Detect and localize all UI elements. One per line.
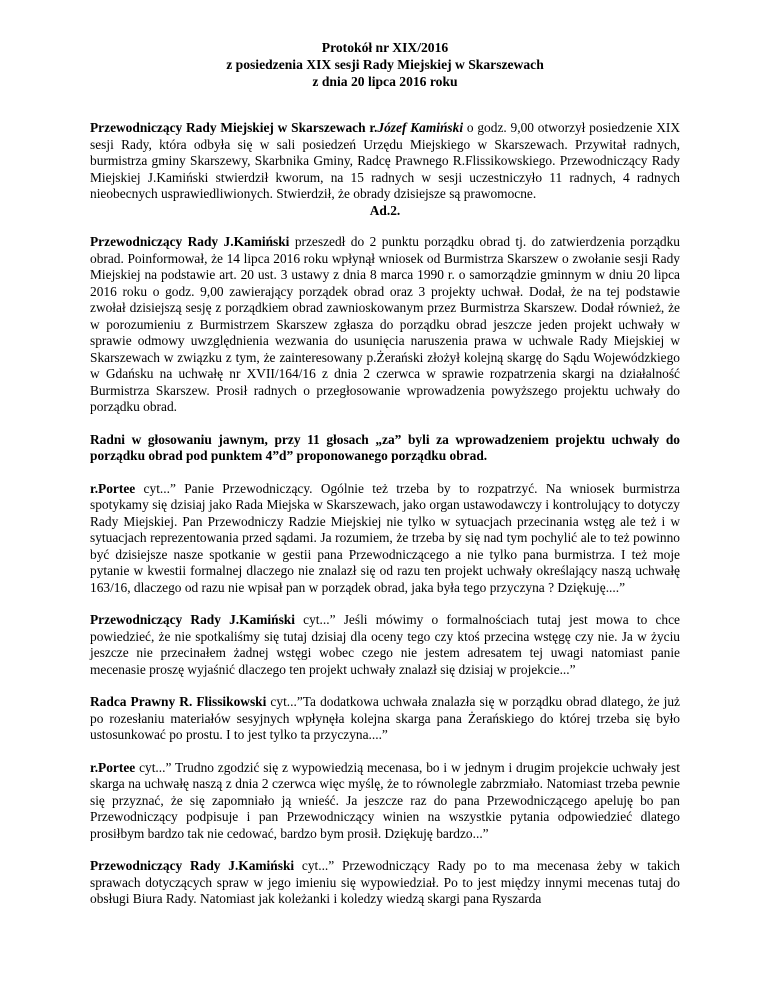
paragraph-text: cyt...” Przewodniczący Rady po to ma mecenasa żeby w takich sprawach dotyczących spraw w jego imieniu się wypowiedział. Po to jest między innymi mecenas tutaj do obsługi Biura Rady. Natomiast jak koleżanki i koledzy wiedzą skargi pana Ryszarda: [90, 858, 680, 906]
document-title: [90, 39, 680, 90]
vote-result: Radni w głosowaniu jawnym, przy 11 głosach „za” byli za wprowadzeniem projektu uchwały do porządku obrad pod punktem 4”d” proponowanego porządku obrad.: [90, 431, 680, 463]
agenda-item-heading: Ad.2.: [369, 202, 401, 218]
speaker-portee: r.Portee: [90, 480, 136, 496]
title-line-2: z posiedzenia XIX sesji Rady Miejskiej w Skarszewach: [226, 57, 544, 72]
paragraph-portee-2: [90, 760, 680, 843]
paragraph-opening: [90, 120, 680, 203]
paragraph-text: cyt...”Ta dodatkowa uchwała znalazła się w porządku obrad dlatego, że już po rozesłaniu materiałów sesyjnych wpłynęła kolejna skarga pana Żerańskiego do której trzeba się było ustosunkować po prostu. I to jest tylko ta przyczyna....”: [90, 694, 680, 742]
paragraph-chairman-reply: [90, 612, 680, 678]
speaker-legal-advisor: Radca Prawny R. Flissikowski: [90, 694, 267, 709]
speaker-chairman: Przewodniczący Rady Miejskiej w Skarszewach r.: [90, 120, 378, 135]
speaker-chairman-name: Józef Kamiński: [377, 120, 464, 135]
paragraph-text: przeszedł do 2 punktu porządku obrad tj. do zatwierdzenia porządku obrad. Poinformował, że 14 lipca 2016 roku wpłynął wniosek od Burmistrza Skarszew o zwołanie sesji Rady Miejskiej na podstawie art. 20 ust. 3 ustawy z dnia 8 marca 1990 r. o samorządzie gminnym w dniu 20 lipca 2016 roku o godz. 9,00 zawierający porządek obrad oraz 3 projekty uchwał. Dodał, że na tej podstawie zwołał dzisiejszą sesję z porządkiem obrad zawnioskowanym przez Burmistrza Skarszew. Dodał również, że w porozumieniu z Burmistrzem Skarszew zgłasza do porządku obrad jeszcze jeden projekt uchwały w sprawie odmowy uwzględnienia wezwania do usunięcia naruszenia prawa w uchwale Rady Miejskiej w Skarszewach w związku z tym, że zainteresowany p.Żerański złożył kolejną skargę do Sądu Wojewódzkiego w Gdańsku na uchwałę nr XVII/164/16 z dnia 2 czerwca w sprawie rozpatrzenia skargi na działalność Burmistrza Skarszew. Prosił radnych o przegłosowanie wprowadzenia powyższego projektu uchwały do porządku obrad.: [90, 234, 680, 414]
speaker-chairman: Przewodniczący Rady J.Kamiński: [90, 612, 295, 627]
speaker-portee: r.Portee: [90, 759, 136, 775]
paragraph-chairman-final: [90, 858, 680, 908]
paragraph-text: cyt...” Panie Przewodniczący. Ogólnie też trzeba by to rozpatrzyć. Na wniosek burmistrza spotykamy się dzisiaj jako Rada Miejska w Skarszewach, jako organ ustawodawczy i kontrolujący to dotyczy Rady Miejskiej. Pan Przewodniczy Radzie Miejskiej nie tylko w sytuacjach przecinania wstęg ale też i w sytuacjach reprezentowania przed sądami. Ja rozumiem, że trzeba by się nad tym pochylić ale to też powinno być dzisiejsze nasze spotkanie w gestii pana Przewodniczącego a nie tylko pana burmistrza. I też moje pytanie w kwestii formalnej dlaczego nie znalazł się od razu ten projekt uchwały określający naszą uchwałę 163/16, dlaczego od razu nie wpisał pan w porządek obrad, jaka była tego przyczyna ? Dziękuję....”: [90, 480, 680, 595]
paragraph-text: o godz. 9,00 otworzył posiedzenie XIX sesji Rady, która odbyła się w sali posiedzeń Urzędu Miejskiego w Skarszewach. Przywitał radnych, burmistrza gminy Skarszewy, Skarbnika Gminy, Radcę Prawnego R.Flissikowskiego. Przewodniczący Rady Miejskiej J.Kamiński stwierdził kworum, na 15 radnych w sesji uczestniczyło 11 radnych, 4 radnych nieobecnych usprawiedliwionych. Stwierdził, że obrady dzisiejsze są prawomocne.: [90, 120, 680, 201]
speaker-chairman: Przewodniczący Rady J.Kamiński: [90, 234, 290, 249]
paragraph-agenda: [90, 234, 680, 416]
title-line-3: z dnia 20 lipca 2016 roku: [312, 74, 458, 89]
paragraph-legal-advisor: [90, 694, 680, 744]
paragraph-portee-1: [90, 481, 680, 597]
paragraph-text: cyt...” Jeśli mówimy o formalnościach tutaj jest mowa to chce powiedzieć, że nie spotkaliśmy się tutaj dzisiaj dla oceny tego czy ktoś przecina wstęgę czy nie. Ja w życiu jeszcze nie przecinałem żadnej wstęgi wobec czego nie jestem adresatem tej uwagi natomiast panie mecenasie proszę wyjaśnić dlaczego ten projekt uchwały znalazł się dzisiaj w projekcie...”: [90, 612, 680, 677]
paragraph-text: cyt...” Trudno zgodzić się z wypowiedzią mecenasa, bo i w jednym i drugim projekcie uchwały jest skarga na uchwałę naszą z dnia 2 czerwca więc myślę, że to równolegle zabrzmiało. Natomiast trzeba pewnie się przyznać, że się zapomniało ją wnieść. Ja jeszcze raz do pana Przewodniczącego apeluję bo pan Przewodniczący podpisuje i pan Przewodniczący winien na wszystkie pytania odpowiedzieć dlatego prosiłbym bardzo tak nie cedować, bardzo bym prosił. Dziękuję bardzo...”: [90, 759, 680, 841]
title-line-1: Protokół nr XIX/2016: [321, 40, 449, 55]
speaker-chairman: Przewodniczący Rady J.Kamiński: [90, 858, 295, 873]
